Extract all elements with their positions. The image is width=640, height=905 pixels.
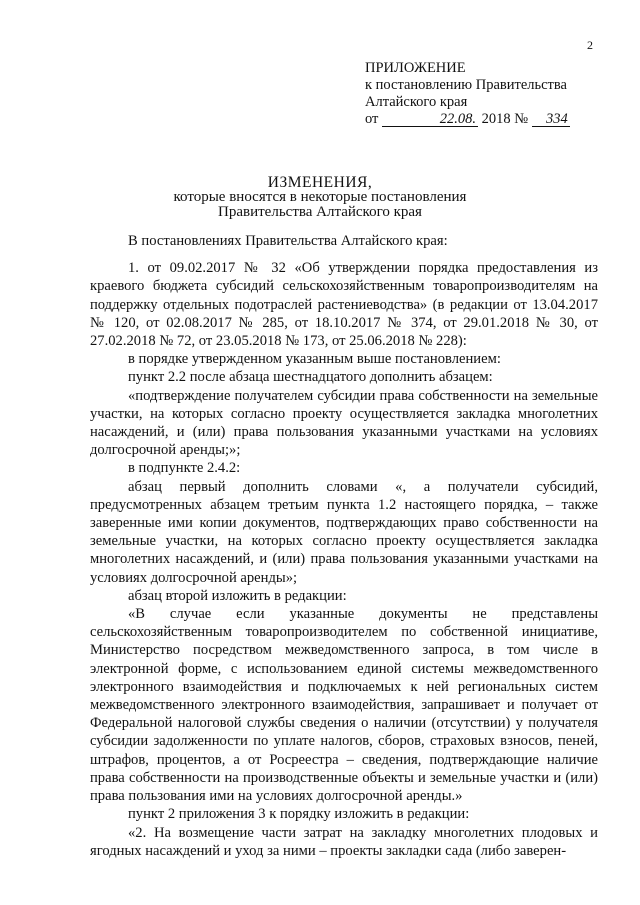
date-prefix: от	[365, 111, 379, 127]
appendix-title: ПРИЛОЖЕНИЕ	[365, 60, 466, 76]
paragraph: абзац второй изложить в редакции:	[128, 587, 347, 604]
appendix-block	[365, 60, 570, 128]
paragraph: В постановлениях Правительства Алтайского края:	[128, 233, 448, 249]
paragraph: в подпункте 2.4.2:	[128, 460, 241, 477]
appendix-line-2: Алтайского края	[365, 94, 468, 110]
paragraph: абзац первый дополнить словами «, а получатели субсидий, предусмотренных абзацем третьим пункта 1.2 настоящего порядка, – также заверенные ими копии документов, подтверждающих право собственности на земельные участки, на которых согласно проекту осуществляется закладка многолетних насаждений, и (или) права пользования указанными участками на условиях долгосрочной аренды»;	[90, 478, 598, 586]
appendix-date-line	[365, 111, 570, 128]
paragraph: «В случае если указанные документы не представлены сельскохозяйственным товаропроизводителем по собственной инициативе, Министерство посредством межведомственного запроса, в том числе в электронной форме, с использованием единой системы межведомственного электронного взаимодействия и подключаемых к ней региональных систем межведомственного электронного взаимодействия, запрашивает и получает от Федеральной налоговой службы сведения о наличии (отсутствии) у получателя субсидии задолженности по уплате налогов, сборов, страховых взносов, пеней, штрафов, процентов, а от Росреестра – сведения, подтверждающие наличие права собственности на производственные объекты и земельные участки и (или) права пользования ими на условиях долгосрочной аренды.»	[90, 606, 598, 805]
year-text: 2018 №	[481, 111, 529, 127]
date-value: 22.08.	[382, 112, 478, 127]
paragraph: «2. На возмещение части затрат на закладку многолетних плодовых и ягодных насаждений и уход за ними – проекты закладки сада (либо заверен-	[90, 824, 598, 859]
appendix-line-1: к постановлению Правительства	[365, 77, 567, 93]
paragraph: 1. от 09.02.2017 № 32 «Об утверждении порядка предоставления из краевого бюджета субсидий сельскохозяйственным товаропроизводителям на поддержку отдельных подотраслей растениеводства» (в редакции от 13.04.2017 № 120, от 02.08.2017 № 285, от 18.10.2017 № 374, от 29.01.2018 № 30, от 27.02.2018 № 72, от 23.05.2018 № 173, от 25.06.2018 № 228):	[90, 260, 598, 350]
page-number: 2	[587, 38, 593, 52]
paragraph: пункт 2 приложения 3 к порядку изложить в редакции:	[128, 806, 470, 823]
paragraph: в порядке утвержденном указанным выше постановлением:	[128, 351, 501, 368]
paragraph: «подтверждение получателем субсидии права собственности на земельные участки, на которых согласно проекту осуществляется закладка многолетних насаждений, и (или) права пользования указанными участками на условиях долгосрочной аренды;»;	[90, 387, 598, 459]
heading-line-1: которые вносятся в некоторые постановления	[173, 189, 467, 205]
paragraph: пункт 2.2 после абзаца шестнадцатого дополнить абзацем:	[128, 369, 493, 386]
heading-title: ИЗМЕНЕНИЯ,	[267, 174, 373, 191]
document-heading	[0, 175, 640, 220]
resolution-number: 334	[532, 112, 570, 127]
heading-line-2: Правительства Алтайского края	[218, 204, 422, 220]
document-body	[90, 232, 598, 860]
